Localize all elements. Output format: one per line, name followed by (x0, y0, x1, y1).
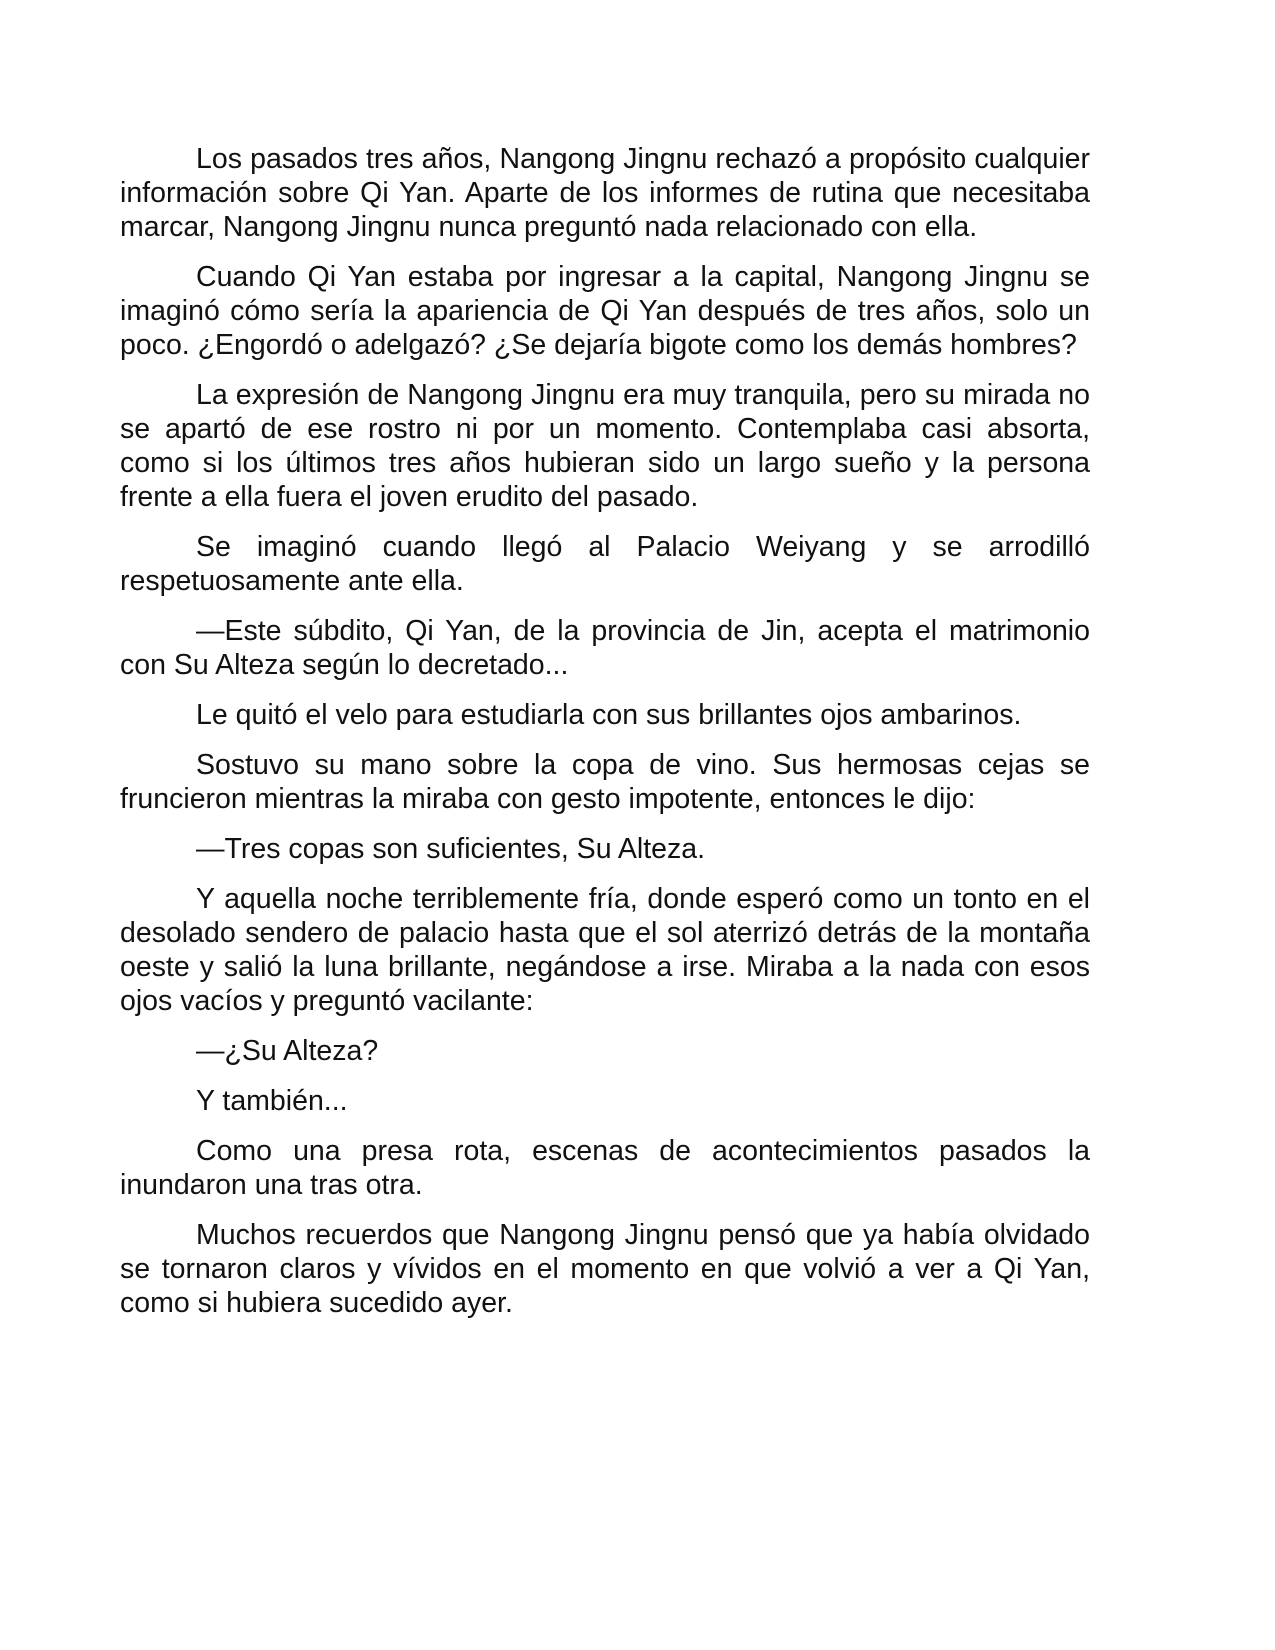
paragraph-7: Sostuvo su mano sobre la copa de vino. Sus hermosas cejas se fruncieron mientras la miraba con gesto impotente, entonces le dijo: (120, 749, 1090, 815)
paragraph-1: Los pasados tres años, Nangong Jingnu rechazó a propósito cualquier información sobre Qi Yan. Aparte de los informes de rutina que necesitaba marcar, Nangong Jingnu nunca preguntó nada relacionado con ella. (120, 143, 1090, 243)
paragraph-5: —Este súbdito, Qi Yan, de la provincia de Jin, acepta el matrimonio con Su Alteza según lo decretado... (120, 615, 1090, 681)
paragraph-8: —Tres copas son suficientes, Su Alteza. (196, 833, 706, 865)
document-page (120, 142, 1090, 1336)
paragraph-6: Le quitó el velo para estudiarla con sus brillantes ojos ambarinos. (196, 699, 1022, 731)
paragraph-10: —¿Su Alteza? (196, 1035, 379, 1067)
paragraph-13: Muchos recuerdos que Nangong Jingnu pensó que ya había olvidado se tornaron claros y vívidos en el momento en que volvió a ver a Qi Yan, como si hubiera sucedido ayer. (120, 1219, 1090, 1319)
paragraph-3: La expresión de Nangong Jingnu era muy tranquila, pero su mirada no se apartó de ese rostro ni por un momento. Contemplaba casi absorta, como si los últimos tres años hubieran sido un largo sueño y la persona frente a ella fuera el joven erudito del pasado. (120, 379, 1090, 513)
paragraph-11: Y también... (196, 1085, 348, 1117)
paragraph-12: Como una presa rota, escenas de acontecimientos pasados la inundaron una tras otra. (120, 1135, 1090, 1201)
paragraph-9: Y aquella noche terriblemente fría, donde esperó como un tonto en el desolado sendero de palacio hasta que el sol aterrizó detrás de la montaña oeste y salió la luna brillante, negándose a irse. Miraba a la nada con esos ojos vacíos y preguntó vacilante: (120, 883, 1090, 1017)
paragraph-4: Se imaginó cuando llegó al Palacio Weiyang y se arrodilló respetuosamente ante ella. (120, 531, 1090, 597)
paragraph-2: Cuando Qi Yan estaba por ingresar a la capital, Nangong Jingnu se imaginó cómo sería la apariencia de Qi Yan después de tres años, solo un poco. ¿Engordó o adelgazó? ¿Se dejaría bigote como los demás hombres? (120, 261, 1090, 361)
